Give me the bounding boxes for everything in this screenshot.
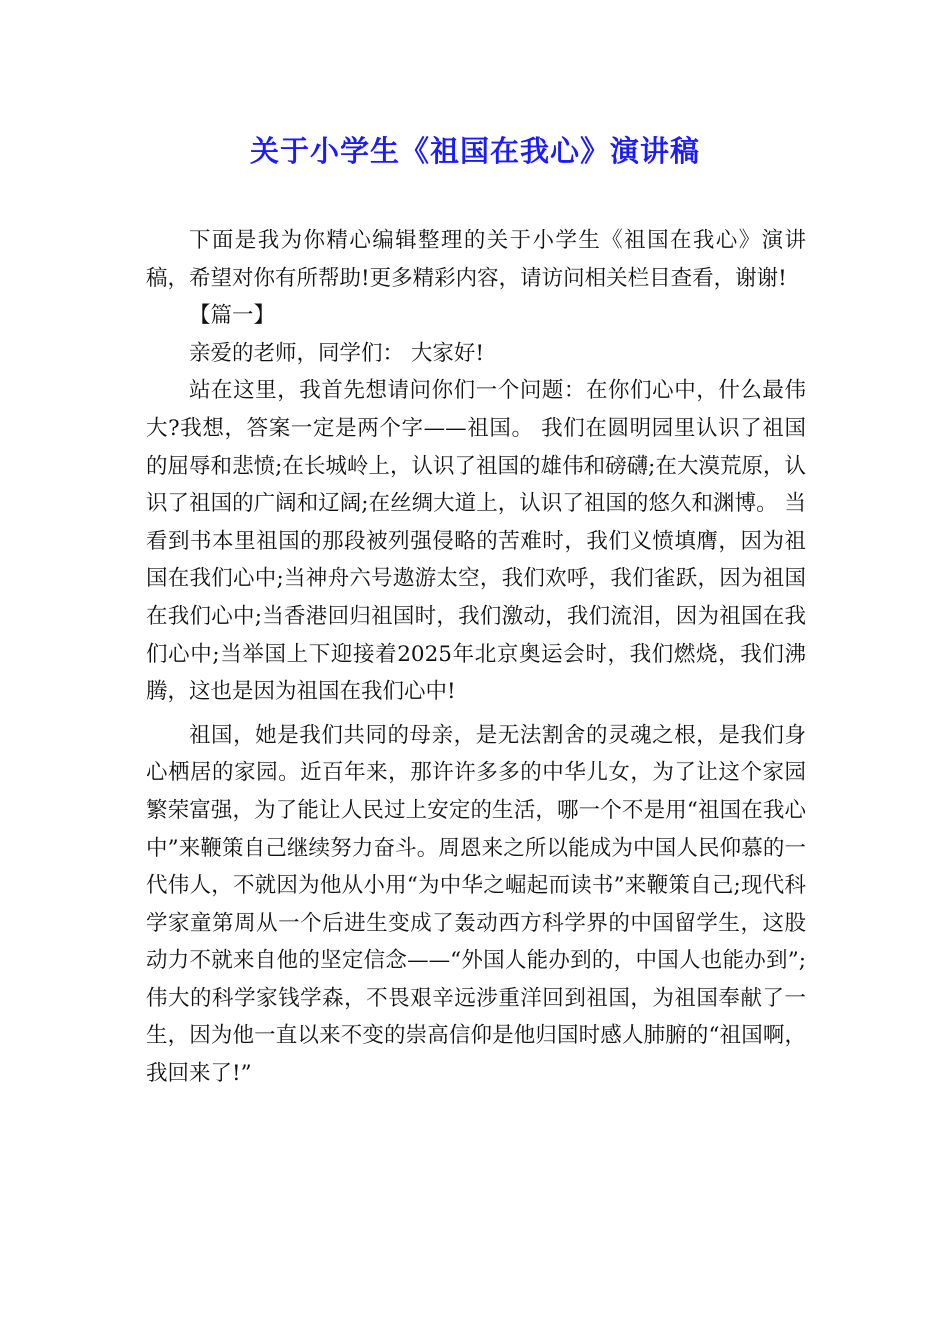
greeting-paragraph: 亲爱的老师，同学们： 大家好! — [189, 340, 484, 366]
body-paragraph: 站在这里，我首先想请问你们一个问题：在你们心中，什么最伟大?我想，答案一定是两个字——祖国。 我们在圆明园里认识了祖国的屈辱和悲愤;在长城岭上，认识了祖国的雄伟和磅礴;在大漠荒原，认识了祖国的广阔和辽阔;在丝绸大道上，认识了祖国的悠久和渊博。 当看到书本里祖国的那段被列强侵略的苦难时，我们义愤填膺，因为祖国在我们心中;当神舟六号遨游太空，我们欢呼，我们雀跃，因为祖国在我们心中;当香港回归祖国时，我们激动，我们流泪，因为祖国在我们心中;当举国上下迎接着2025年北京奥运会时，我们燃烧，我们沸腾，这也是因为祖国在我们心中! — [146, 378, 806, 705]
document-title: 关于小学生《祖国在我心》演讲稿 — [249, 134, 700, 168]
body-paragraph: 祖国，她是我们共同的母亲，是无法割舍的灵魂之根，是我们身心栖居的家园。近百年来，那许许多多的中华儿女，为了让这个家园繁荣富强，为了能让人民过上安定的生活，哪一个不是用“祖国在我心中”来鞭策自己继续努力奋斗。周恩来之所以能成为中国人民仰慕的一代伟人，不就因为他从小用“为中华之崛起而读书”来鞭策自己;现代科学家童第周从一个后进生变成了轰动西方科学界的中国留学生，这股动力不就来自他的坚定信念——“外国人能办到的，中国人也能办到”;伟大的科学家钱学森，不畏艰辛远涉重洋回到祖国，为祖国奉献了一生，因为他一直以来不变的崇高信仰是他归国时感人肺腑的“祖国啊，我回来了!” — [146, 722, 806, 1087]
document-body — [146, 222, 806, 1093]
section-heading: 【篇一】 — [189, 303, 276, 329]
intro-paragraph: 下面是我为你精心编辑整理的关于小学生《祖国在我心》演讲稿，希望对你有所帮助!更多精彩内容，请访问相关栏目查看，谢谢! — [146, 228, 806, 291]
